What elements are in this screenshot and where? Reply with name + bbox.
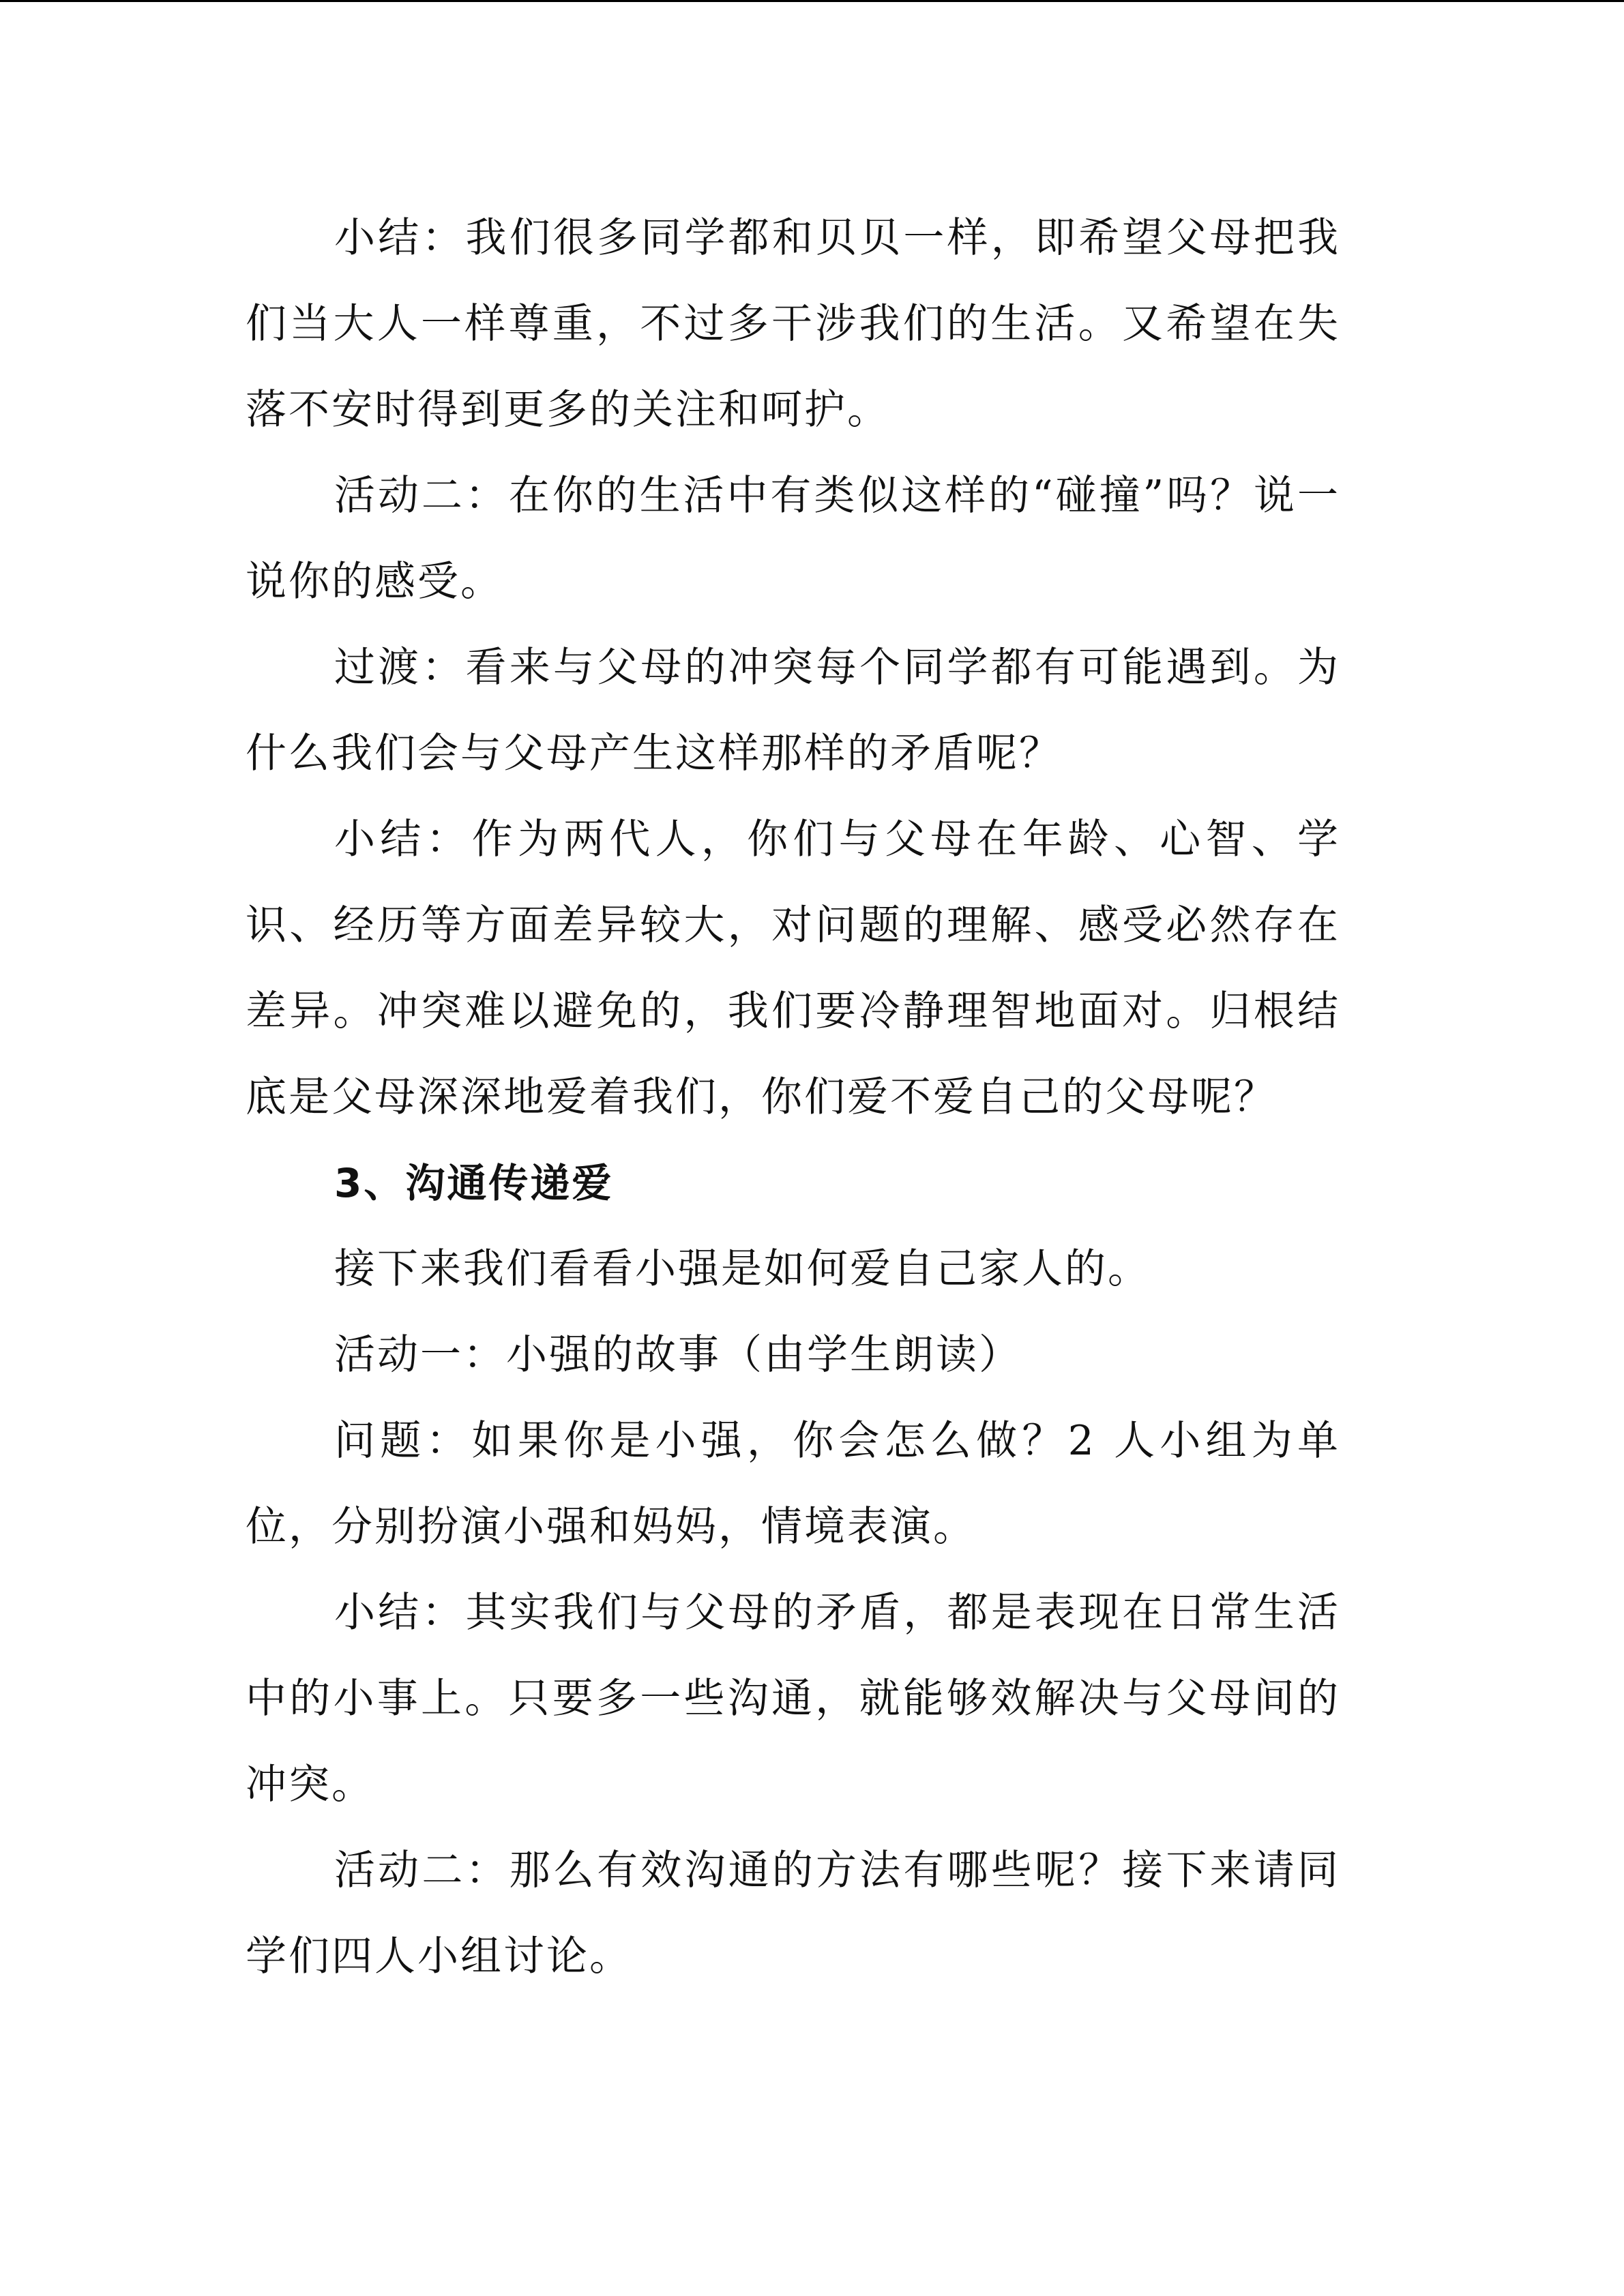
paragraph-transition: 过渡：看来与父母的冲突每个同学都有可能遇到。为什么我们会与父母产生这样那样的矛盾呢？ <box>246 644 1340 777</box>
paragraph-activity-2: 活动二：在你的生活中有类似这样的“碰撞”吗？说一说你的感受。 <box>246 472 1340 606</box>
paragraph-question: 问题：如果你是小强，你会怎么做？2 人小组为单位，分别扮演小强和妈妈，情境表演。 <box>246 1417 1340 1551</box>
paragraph-summary-3: 小结：其实我们与父母的矛盾，都是表现在日常生活中的小事上。只要多一些沟通，就能够效解决与父母间的冲突。 <box>246 1589 1340 1808</box>
paragraph-activity-1: 活动一：小强的故事（由学生朗读） <box>334 1331 1022 1379</box>
top-border-line <box>0 0 1624 2</box>
paragraph-intro: 接下来我们看看小强是如何爱自己家人的。 <box>334 1245 1151 1293</box>
section-heading: 3、沟通传递爱 <box>334 1160 614 1206</box>
paragraph-summary-2: 小结：作为两代人，你们与父母在年龄、心智、学识、经历等方面差异较大，对问题的理解、感受必然存在差异。冲突难以避免的，我们要冷静理智地面对。归根结底是父母深深地爱着我们，你们爱不爱自己的父母呢？ <box>246 816 1340 1121</box>
paragraph-activity-2b: 活动二：那么有效沟通的方法有哪些呢？接下来请同学们四人小组讨论。 <box>246 1847 1340 1980</box>
paragraph-summary-1: 小结：我们很多同学都和贝贝一样，即希望父母把我们当大人一样尊重，不过多干涉我们的生活。又希望在失落不安时得到更多的关注和呵护。 <box>246 214 1340 434</box>
document-body <box>246 195 1340 1999</box>
